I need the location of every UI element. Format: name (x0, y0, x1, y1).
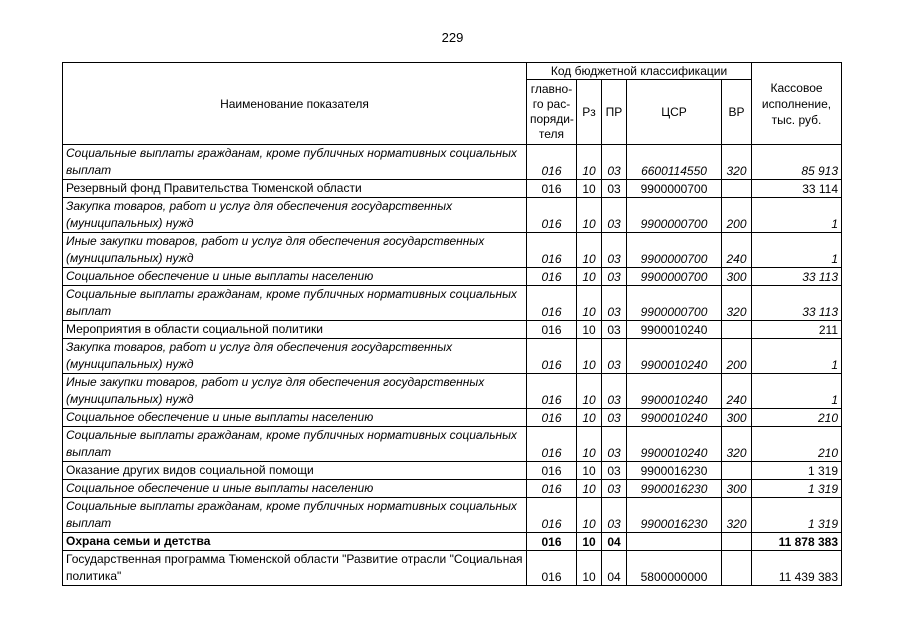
cell-name: Социальное обеспечение и иные выплаты населению (63, 268, 527, 286)
cell-grbs: 016 (527, 198, 577, 233)
cell-vr: 320 (722, 427, 752, 462)
header-vr: ВР (722, 80, 752, 145)
cell-csr (627, 533, 722, 551)
cell-grbs: 016 (527, 533, 577, 551)
cell-name: Социальное обеспечение и иные выплаты населению (63, 480, 527, 498)
header-name: Наименование показателя (63, 63, 527, 145)
cell-pr: 03 (602, 233, 627, 268)
cell-name: Иные закупки товаров, работ и услуг для обеспечения государственных (муниципальных) нужд (63, 374, 527, 409)
cell-name: Резервный фонд Правительства Тюменской области (63, 180, 527, 198)
cell-csr: 9900016230 (627, 462, 722, 480)
cell-amount: 1 319 (752, 462, 842, 480)
cell-csr: 9900016230 (627, 498, 722, 533)
cell-pr: 03 (602, 286, 627, 321)
cell-csr: 9900000700 (627, 233, 722, 268)
cell-csr: 9900016230 (627, 480, 722, 498)
table-row (63, 533, 842, 551)
cell-grbs: 016 (527, 462, 577, 480)
header-csr: ЦСР (627, 80, 722, 145)
cell-csr: 9900000700 (627, 180, 722, 198)
cell-name: Социальные выплаты гражданам, кроме публичных нормативных социальных выплат (63, 498, 527, 533)
cell-grbs: 016 (527, 145, 577, 180)
cell-vr (722, 533, 752, 551)
cell-rz: 10 (577, 286, 602, 321)
cell-pr: 03 (602, 409, 627, 427)
cell-grbs: 016 (527, 427, 577, 462)
cell-pr: 03 (602, 498, 627, 533)
cell-vr (722, 551, 752, 586)
cell-grbs: 016 (527, 498, 577, 533)
cell-name: Социальные выплаты гражданам, кроме публичных нормативных социальных выплат (63, 427, 527, 462)
cell-amount: 11 878 383 (752, 533, 842, 551)
cell-grbs: 016 (527, 480, 577, 498)
cell-csr: 9900000700 (627, 198, 722, 233)
cell-amount: 1 319 (752, 498, 842, 533)
cell-amount: 33 113 (752, 268, 842, 286)
cell-rz: 10 (577, 233, 602, 268)
cell-name: Оказание других видов социальной помощи (63, 462, 527, 480)
cell-csr: 9900000700 (627, 268, 722, 286)
cell-csr: 9900000700 (627, 286, 722, 321)
cell-amount: 1 (752, 233, 842, 268)
table-row (63, 480, 842, 498)
cell-pr: 03 (602, 145, 627, 180)
page-number: 229 (441, 30, 464, 45)
cell-name: Закупка товаров, работ и услуг для обеспечения государственных (муниципальных) нужд (63, 198, 527, 233)
cell-csr: 9900010240 (627, 339, 722, 374)
cell-pr: 03 (602, 374, 627, 409)
cell-rz: 10 (577, 427, 602, 462)
cell-grbs: 016 (527, 339, 577, 374)
cell-grbs: 016 (527, 551, 577, 586)
cell-pr: 03 (602, 180, 627, 198)
header-classification-group: Код бюджетной классификации (527, 63, 752, 80)
table-row (63, 551, 842, 586)
cell-vr: 320 (722, 498, 752, 533)
cell-vr (722, 321, 752, 339)
cell-vr (722, 462, 752, 480)
cell-name: Закупка товаров, работ и услуг для обеспечения государственных (муниципальных) нужд (63, 339, 527, 374)
cell-name: Государственная программа Тюменской области "Развитие отрасли "Социальная политика" (63, 551, 527, 586)
cell-vr: 300 (722, 409, 752, 427)
cell-rz: 10 (577, 339, 602, 374)
cell-grbs: 016 (527, 268, 577, 286)
cell-amount: 210 (752, 427, 842, 462)
cell-pr: 04 (602, 533, 627, 551)
cell-amount: 1 319 (752, 480, 842, 498)
cell-grbs: 016 (527, 409, 577, 427)
table-row (63, 427, 842, 462)
cell-pr: 03 (602, 462, 627, 480)
cell-pr: 03 (602, 480, 627, 498)
budget-table (62, 62, 842, 586)
cell-name: Мероприятия в области социальной политики (63, 321, 527, 339)
cell-name: Иные закупки товаров, работ и услуг для обеспечения государственных (муниципальных) нужд (63, 233, 527, 268)
cell-rz: 10 (577, 462, 602, 480)
cell-vr: 200 (722, 339, 752, 374)
cell-vr: 320 (722, 145, 752, 180)
table-row (63, 145, 842, 180)
table-row (63, 198, 842, 233)
cell-rz: 10 (577, 321, 602, 339)
cell-name: Охрана семьи и детства (63, 533, 527, 551)
cell-amount: 1 (752, 198, 842, 233)
cell-rz: 10 (577, 480, 602, 498)
cell-rz: 10 (577, 198, 602, 233)
table-row (63, 268, 842, 286)
cell-pr: 03 (602, 427, 627, 462)
cell-vr: 300 (722, 480, 752, 498)
cell-amount: 11 439 383 (752, 551, 842, 586)
cell-amount: 1 (752, 339, 842, 374)
header-grbs: главно-го рас-поряди-теля (527, 80, 577, 145)
cell-name: Социальное обеспечение и иные выплаты населению (63, 409, 527, 427)
cell-rz: 10 (577, 145, 602, 180)
cell-csr: 5800000000 (627, 551, 722, 586)
cell-rz: 10 (577, 180, 602, 198)
header-rz: Рз (577, 80, 602, 145)
header-pr: ПР (602, 80, 627, 145)
cell-vr: 240 (722, 233, 752, 268)
cell-amount: 33 113 (752, 286, 842, 321)
cell-rz: 10 (577, 533, 602, 551)
header-amount: Кассовое исполнение, тыс. руб. (752, 63, 842, 145)
table-row (63, 462, 842, 480)
cell-amount: 33 114 (752, 180, 842, 198)
cell-pr: 03 (602, 268, 627, 286)
table-row (63, 180, 842, 198)
cell-pr: 04 (602, 551, 627, 586)
cell-pr: 03 (602, 339, 627, 374)
table-row (63, 498, 842, 533)
cell-name: Социальные выплаты гражданам, кроме публичных нормативных социальных выплат (63, 145, 527, 180)
cell-pr: 03 (602, 198, 627, 233)
cell-rz: 10 (577, 409, 602, 427)
table-row (63, 374, 842, 409)
cell-pr: 03 (602, 321, 627, 339)
cell-vr: 200 (722, 198, 752, 233)
cell-grbs: 016 (527, 286, 577, 321)
cell-csr: 6600114550 (627, 145, 722, 180)
cell-amount: 1 (752, 374, 842, 409)
cell-grbs: 016 (527, 321, 577, 339)
cell-rz: 10 (577, 498, 602, 533)
cell-rz: 10 (577, 268, 602, 286)
cell-vr (722, 180, 752, 198)
cell-csr: 9900010240 (627, 427, 722, 462)
header-row-top (63, 63, 842, 80)
cell-vr: 240 (722, 374, 752, 409)
cell-vr: 320 (722, 286, 752, 321)
cell-amount: 210 (752, 409, 842, 427)
cell-csr: 9900010240 (627, 321, 722, 339)
table-row (63, 339, 842, 374)
table-row (63, 409, 842, 427)
cell-csr: 9900010240 (627, 374, 722, 409)
cell-vr: 300 (722, 268, 752, 286)
cell-rz: 10 (577, 374, 602, 409)
cell-rz: 10 (577, 551, 602, 586)
table-row (63, 233, 842, 268)
cell-grbs: 016 (527, 233, 577, 268)
table-body (63, 145, 842, 586)
table-row (63, 286, 842, 321)
cell-grbs: 016 (527, 374, 577, 409)
cell-csr: 9900010240 (627, 409, 722, 427)
table-row (63, 321, 842, 339)
cell-amount: 211 (752, 321, 842, 339)
cell-grbs: 016 (527, 180, 577, 198)
cell-name: Социальные выплаты гражданам, кроме публичных нормативных социальных выплат (63, 286, 527, 321)
cell-amount: 85 913 (752, 145, 842, 180)
